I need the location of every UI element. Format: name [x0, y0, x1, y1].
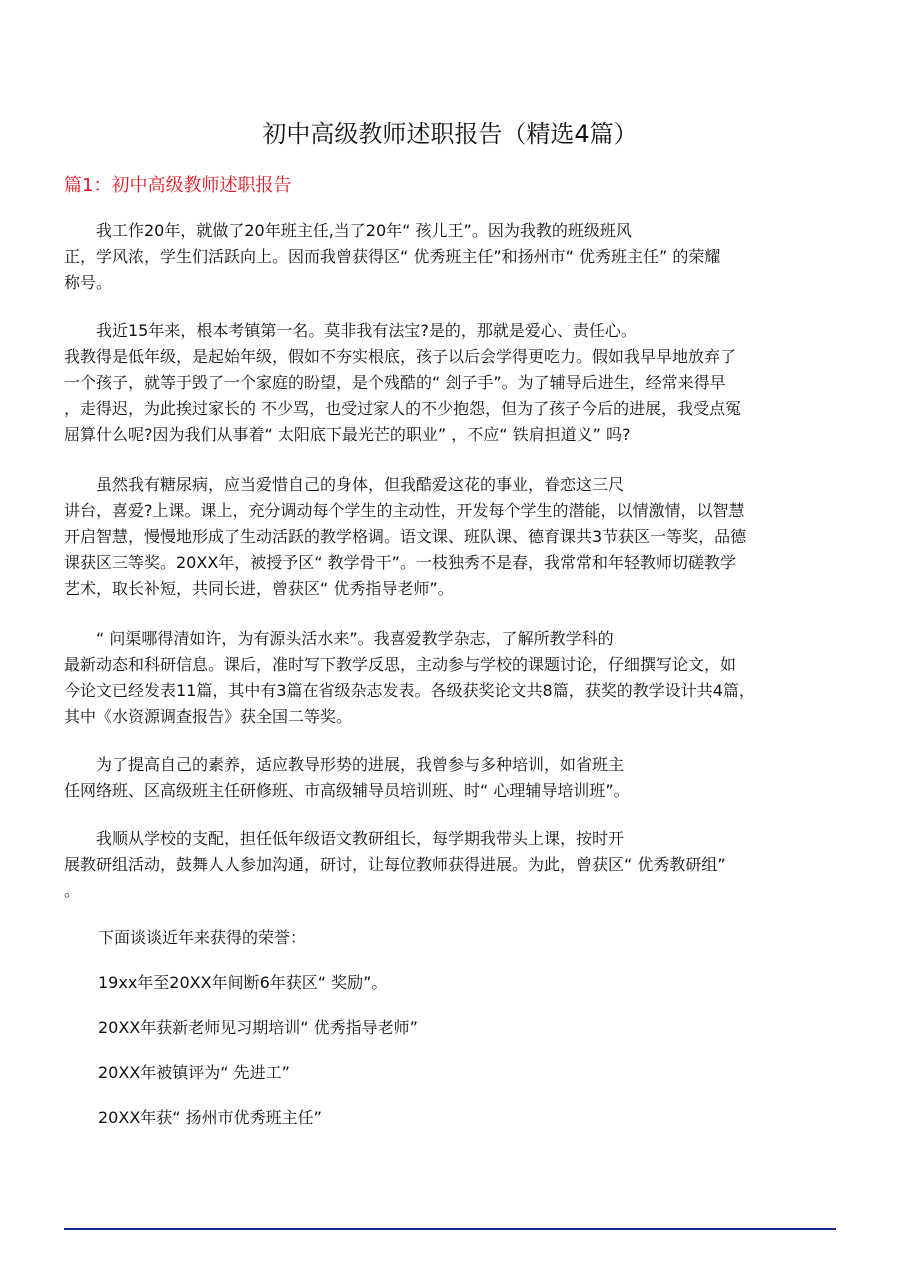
paragraph-line: 我顺从学校的支配，担任低年级语文教研组长，每学期我带头上课，按时开: [96, 829, 625, 848]
paragraph-line: 艺术，取长补短，共同长进，曾获区“ 优秀指导老师”。: [64, 579, 454, 598]
paragraph-line: 为了提高自己的素养，适应教导形势的进展，我曾参与多种培训，如省班主: [96, 755, 625, 774]
paragraph-4: [64, 626, 836, 730]
paragraph-3: [64, 472, 836, 602]
honors-intro: 下面谈谈近年来获得的荣誉：: [98, 928, 307, 947]
paragraph-line: 屈算什么呢?因为我们从事着“ 太阳底下最光芒的职业” ，不应“ 铁肩担道义” 吗?: [64, 425, 631, 444]
paragraph-line: 我工作20年，就做了20年班主任,当了20年“ 孩儿王”。因为我教的班级班风: [96, 221, 632, 240]
paragraph-line: 其中《水资源调查报告》获全国二等奖。: [64, 707, 353, 726]
paragraph-line: 一个孩子，就等于毁了一个家庭的盼望，是个残酷的“ 刽子手”。为了辅导后进生，经常来得早: [64, 373, 726, 392]
paragraph-line: 今论文已经发表11篇，其中有3篇在省级杂志发表。各级获奖论文共8篇，获奖的教学设计共4篇，: [64, 681, 755, 700]
paragraph-line: 讲台，喜爱?上课。课上，充分调动每个学生的主动性，开发每个学生的潜能，以情激情，以智慧: [64, 501, 745, 520]
paragraph-line: 开启智慧，慢慢地形成了生动活跃的教学格调。语文课、班队课、德育课共3节获区一等奖，品德: [64, 527, 747, 546]
paragraph-line: “ 问渠哪得清如许，为有源头活水来”。我喜爱教学杂志，了解所教学科的: [96, 629, 614, 648]
paragraph-line: 称号。: [64, 273, 113, 292]
footer-divider: [64, 1228, 836, 1230]
paragraph-line: 。: [64, 881, 81, 900]
paragraph-line: 最新动态和科研信息。课后，准时写下教学反思，主动参与学校的课题讨论，仔细撰写论文，如: [64, 655, 737, 674]
honor-item: 20XX年获“ 扬州市优秀班主任”: [98, 1108, 322, 1127]
honor-item: 19xx年至20XX年间断6年获区“ 奖励”。: [98, 973, 388, 992]
paragraph-line: 我教得是低年级，是起始年级，假如不夯实根底，孩子以后会学得更吃力。假如我早早地放弃了: [64, 347, 737, 366]
paragraph-1: [64, 218, 836, 296]
paragraph-line: 虽然我有糖尿病，应当爱惜自己的身体，但我酷爱这花的事业，眷恋这三尺: [96, 475, 625, 494]
paragraph-6: [64, 826, 836, 904]
document-title: 初中高级教师述职报告（精选4篇）: [262, 120, 638, 148]
paragraph-2: [64, 318, 836, 448]
paragraph-line: 课获区三等奖。20XX年，被授予区“ 教学骨干”。一枝独秀不是春，我常常和年轻教师切磋教学: [64, 553, 736, 572]
paragraph-line: 正，学风浓，学生们活跃向上。因而我曾获得区“ 优秀班主任”和扬州市“ 优秀班主任” 的荣耀: [64, 247, 721, 266]
paragraph-line: 我近15年来，根本考镇第一名。莫非我有法宝?是的，那就是爱心、责任心。: [96, 321, 637, 340]
section-heading: 篇1：初中高级教师述职报告: [64, 175, 292, 196]
paragraph-line: 任网络班、区高级班主任研修班、市高级辅导员培训班、时“ 心理辅导培训班”。: [64, 781, 630, 800]
honor-item: 20XX年被镇评为“ 先进工”: [98, 1063, 290, 1082]
paragraph-line: ，走得迟，为此挨过家长的 不少骂，也受过家人的不少抱怨，但为了孩子今后的进展，我受点冤: [64, 399, 742, 418]
paragraph-5: [64, 752, 836, 804]
paragraph-line: 展教研组活动，鼓舞人人参加沟通，研讨，让每位教师获得进展。为此，曾获区“ 优秀教研组”: [64, 855, 726, 874]
honor-item: 20XX年获新老师见习期培训“ 优秀指导老师”: [98, 1018, 418, 1037]
